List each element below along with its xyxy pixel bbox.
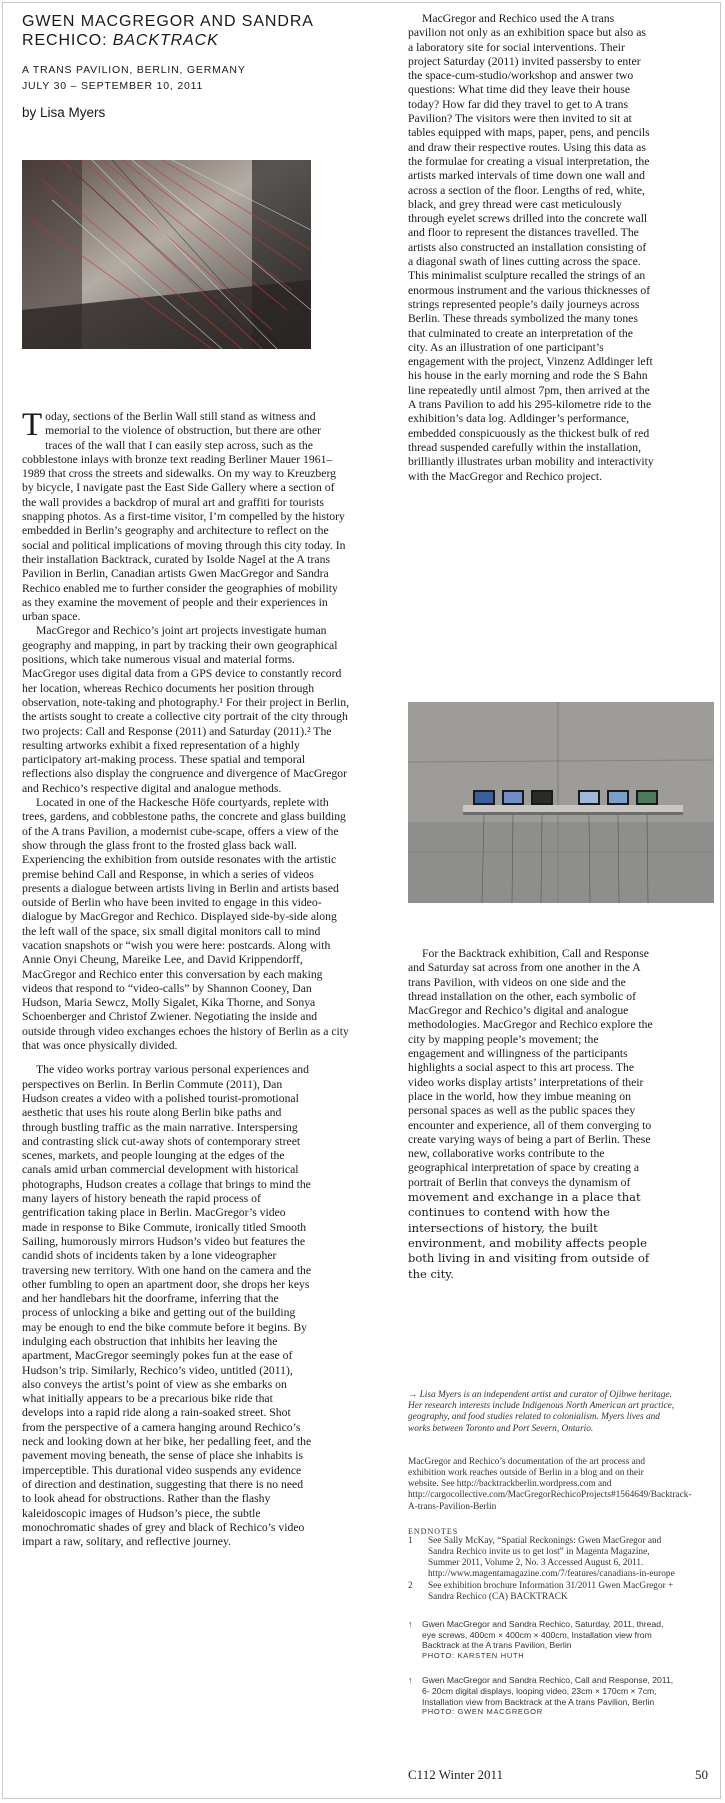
back-matter: [408, 1390, 692, 1718]
endnote-number: 1: [408, 1535, 413, 1546]
paragraph-conclusion: [408, 947, 654, 1282]
paragraph-joint-projects: MacGregor and Rechico’s joint art projects investigate human geography and mapping, in part by tracking their own geographical positions, which take numerous visual and material forms. MacGregor uses digital data from a GPS device to constantly record her location, whereas Rechico documents her position through observation, note-taking and photography.¹ For their project in Berlin, the artists sought to create a collective city portrait of the city through two projects: Call and Response (2011) and Saturday (2011).² The resulting artworks exhibit a fixed representation of a highly participatory art-making process. These spatial and temporal reflections also display the congruence and divergence of MacGregor and Rechico’s respective digital and analogue methods.: [22, 624, 349, 795]
endnotes: [408, 1527, 676, 1603]
saturday-installation-photo: [22, 160, 311, 349]
caption-arrow-icon: ↑: [408, 1675, 413, 1686]
endnote-text: See Sally McKay, “Spatial Reckonings: Gwen MacGregor and Sandra Rechico invite us to get lost” in Magenta Magazine, Summer 2011, Volume 2, No. 3 Accessed August 6, 2011. http://www.magentamagazine.com/7/features/canadians-in-europe: [428, 1535, 675, 1580]
photo-credit: PHOTO: KARSTEN HUTH: [422, 1650, 525, 1660]
author-bio: → Lisa Myers is an independent artist and curator of Ojibwe heritage. Her research interests include Indigenous North American art practice, geography, and food studies related to colonialism. Myers lives and works between Toronto and Port Severn, Ontario.: [408, 1390, 675, 1434]
venue-block: [22, 62, 354, 94]
left-body-text: [22, 407, 349, 1549]
caption-saturday: [408, 1619, 676, 1661]
caption-text: Gwen MacGregor and Sandra Rechico, Saturday, 2011, thread, eye screws, 400cm × 400cm × 400cm, Installation view from Backtrack at the A trans Pavilion, Berlin: [422, 1619, 664, 1651]
byline: by Lisa Myers: [22, 105, 106, 120]
title-line-1: GWEN MACGREGOR AND SANDRA: [22, 13, 314, 30]
paragraph-intro-text: oday, sections of the Berlin Wall still stand as witness and memorial to the violence of obstruction, but there are other traces of the wall that I can easily step across, such as the cobblestone inlays with bronze text reading Berliner Mauer 1961–1989 that cross the streets and sidewalks. On my way to Kreuzberg by bicycle, I navigate past the East Side Gallery where a section of the wall provides a backdrop of mural art and graffiti for tourists snapping photos. As a first-time visitor, I’m compelled by the history embedded in Berlin’s geography and architecture to reflect on the social and political implications of moving through this city today. In their installation Backtrack, curated by Isolde Nagel at the A trans Pavilion in Berlin, Canadian artists Gwen MacGregor and Sandra Rechico enabled me to further consider the geographies of mobility as they examine the movement of people and their experiences in urban space.: [22, 410, 346, 624]
endnote-number: 2: [408, 1580, 413, 1591]
paragraph-conclusion-text: For the Backtrack exhibition, Call and Response and Saturday sat across from one another in the A trans Pavilion, with videos on one side and the thread installation on the other, each symbolic of MacGregor and Rechico’s digital and analogue methodologies. MacGregor and Rechico explore the city by mapping people’s movement; the engagement and willingness of the participants highlights a social aspect to this art process. The video works display artists’ interpretations of their place in the world, how they imbue meaning on personal spaces as well as the public spaces they encounter and experience, all of them converging to create varying ways of being a part of Berlin. These new, collaborative works contribute to the geographical interpretation of space by creating a portrait of Berlin that conveys the dynamism of: [408, 947, 653, 1189]
endnote-text: See exhibition brochure Information 31/2011 Gwen MacGregor + Sandra Rechico (CA) BACKTRACK: [428, 1580, 674, 1602]
article-title: [22, 12, 354, 50]
issue-label: C112 Winter 2011: [408, 1767, 504, 1782]
caption-arrow-icon: ↑: [408, 1619, 413, 1630]
title-exhibition: BACKTRACK: [112, 32, 219, 49]
monitor-installation-image: [408, 702, 714, 903]
paragraph-conclusion-ending: movement and exchange in a place that continues to contend with how the intersections of history, the built environment, and mobility affects people both living in and visiting from outside of the city.: [408, 1190, 650, 1281]
caption-text: Gwen MacGregor and Sandra Rechico, Call and Response, 2011, 6- 20cm digital displays, looping video, 23cm × 170cm × 7cm, Installation view from Backtrack at the A trans Pavilion, Berlin: [422, 1675, 674, 1707]
endnote-item: [408, 1581, 676, 1603]
photo-credit: PHOTO: GWEN MACGREGOR: [422, 1707, 543, 1717]
venue: A TRANS PAVILION, BERLIN, GERMANY: [22, 64, 246, 76]
right-body-bottom: [408, 947, 654, 1282]
left-column: [22, 12, 354, 120]
title-line-2: RECHICO:: [22, 32, 113, 49]
thread-installation-image: [22, 160, 311, 349]
paragraph-pavilion: Located in one of the Hackesche Höfe courtyards, replete with trees, gardens, and cobblestone paths, the concrete and glass building of the A trans Pavilion, a modernist cube-scape, offers a view of the show through the glass front to the frosted glass back wall. Experiencing the exhibition from outside resonates with the artistic premise behind Call and Response, in which a series of videos presents a dialogue between artists living in Berlin and artists based outside of Berlin who have been invited to engage in this video-dialogue by MacGregor and Rechico. Displayed side-by-side along the left wall of the space, six small digital monitors call to mind vacation snapshots or “wish you were here: postcards. Along with Annie Onyi Cheung, Mareike Lee, and David Krippendorff, MacGregor and Rechico enter this conversation by each making videos that respond to “video-calls” by Shannon Cooney, Dan Hudson, Maria Sewcz, Molly Sigalet, Kika Thorne, and Sonya Schoenberger and Christof Zwiener. Negotiating the inside and outside through video exchanges echoes the history of Berlin as a city that was once physically divided.: [22, 796, 349, 1053]
paragraph-video-works: The video works portray various personal experiences and perspectives on Berlin. In Berlin Commute (2011), Dan Hudson creates a video with a polished tourist-promotional aesthetic that uses his route along Berlin bike paths and through bustling traffic as the main narrative. Interspersing and contrasting slick cut-away shots of contemporary street scenes, markets, and people lounging at the edges of the canals amid urban commercial development with historical photographs, Hudson creates a collage that brings to mind the many layers of history beneath the rapid process of gentrification taking place in Berlin. MacGregor’s video made in response to Bike Commute, ironically titled Smooth Sailing, humorously mirrors Hudson’s video but features the candid shots of incidents taken by a lone videographer traversing new territory. With one hand on the camera and the other fumbling to open an apartment door, she drops her keys and her handlebars hit the doorframe, inferring that the process of unlocking a bike and getting out of the building may be enough to end the bike commute before it begins. By indulging each obstruction that inhibits her leaving the apartment, MacGregor seemingly pokes fun at the ease of Hudson’s trip. Similarly, Rechico’s video, untitled (2011), also conveys the artist’s point of view as she embarks on what initially appears to be a precarious bike ride that develops into a rapid ride along a rain-soaked street. Shot from the perspective of a camera hanging around Rechico’s neck and looking down at her bike, her pedalling feet, and the pavement moving beneath, the sense of place she inhabits is imperceptible. This durational video suspends any evidence of direction and destination, suggesting that there is no need to look ahead for obstructions. Rather than the flashy kaleidoscopic images of Hudson’s piece, the subtle monochromatic shades of grey and black of Rechico’s video impart a raw, solitary, and reflective journey.: [22, 1063, 312, 1549]
call-and-response-photo: [408, 702, 714, 903]
endnotes-heading: ENDNOTES: [408, 1526, 459, 1536]
endnote-item: [408, 1536, 676, 1581]
drop-cap: T: [22, 407, 43, 443]
exhibition-dates: JULY 30 – SEPTEMBER 10, 2011: [22, 80, 204, 92]
page-footer: [408, 1767, 708, 1783]
caption-call-and-response: [408, 1675, 676, 1717]
right-body-top: [408, 12, 654, 484]
paragraph-intro: [22, 407, 349, 624]
page-number: 50: [695, 1767, 708, 1782]
documentation-note: MacGregor and Rechico’s documentation of the art process and exhibition work reaches outside of Berlin in a blog and on their website. See http://backtrackberlin.wordpress.com and http://cargocollective.com/MacGregorRechicoProjects#1564649/Backtrack-A-trans-Pavilion-Berlin: [408, 1456, 692, 1512]
paragraph-laboratory: MacGregor and Rechico used the A trans pavilion not only as an exhibition space but also as a laboratory site for social interventions. Their project Saturday (2011) invited passersby to enter the space-cum-studio/workshop and answer two questions: What time did they leave their house today? How far did they travel to get to A trans Pavilion? The visitors were then invited to sit at tables equipped with maps, paper, pens, and pencils and draw their respective routes. Using this data as the formulae for creating a visual interpretation, the artists marked intervals of time down one wall and across a section of the floor. Lengths of red, white, black, and grey thread were cast meticulously through eyelet screws drilled into the concrete wall and floor to represent the distances travelled. The artists also constructed an installation consisting of a diagonal swath of lines cutting across the space. This minimalist sculpture recalled the strings of an enormous instrument and the various thicknesses of strings represented people’s daily journeys across Berlin. These threads symbolized the many tones that culminated to create an interpretation of the city. As an illustration of one participant’s engagement with the project, Vinzenz Adldinger left his house in the early morning and rode the S Bahn line repeatedly until almost 7pm, then arrived at the A trans Pavilion to add his 295-kilometre ride to the exhibition’s data log. Adldinger’s performance, embedded conspicuously as the thickest bulk of red thread suspended carefully within the installation, brilliantly illustrates urban mobility and interactivity with the MacGregor and Rechico project.: [408, 12, 654, 483]
